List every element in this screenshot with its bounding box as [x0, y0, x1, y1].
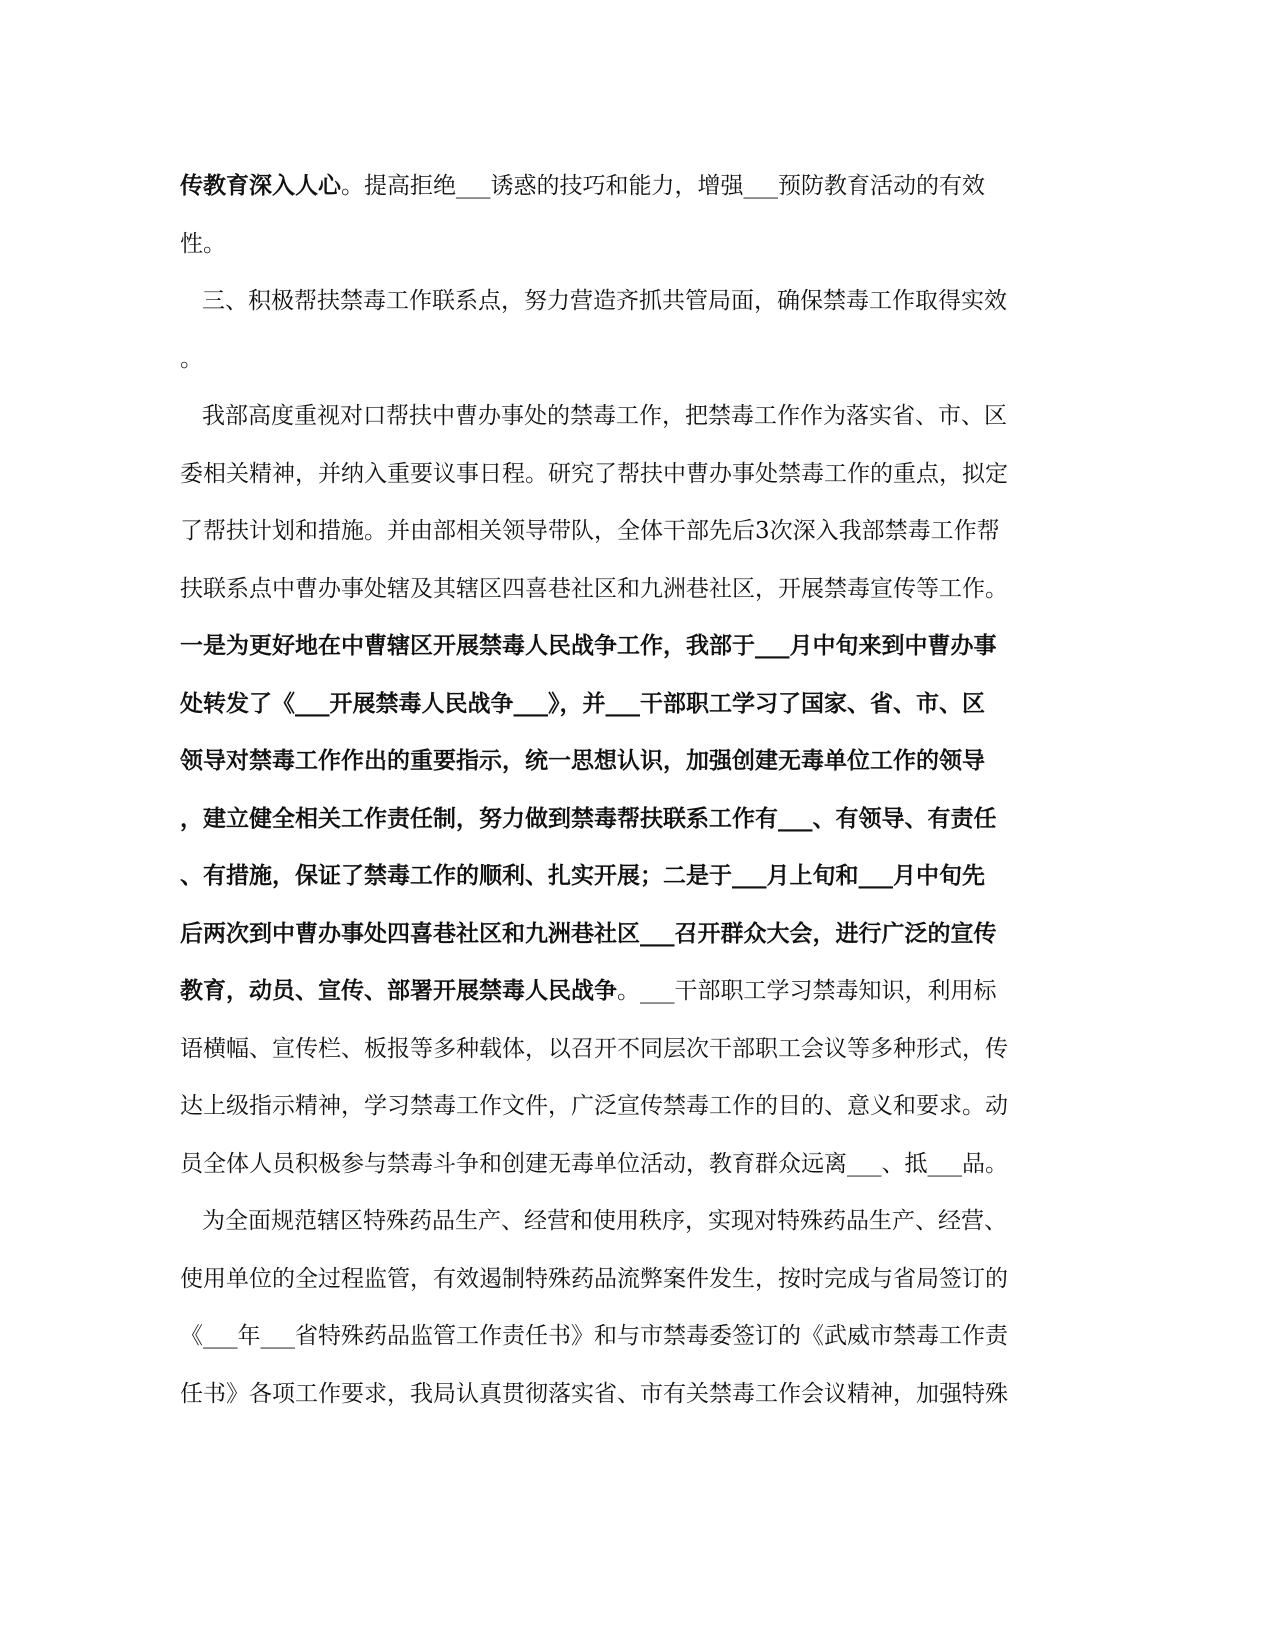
text-line: [180, 331, 1040, 389]
text-line: [180, 158, 1040, 216]
text-segment: 。: [180, 345, 203, 372]
text-segment: 。___干部职工学习禁毒知识，利用标: [617, 978, 997, 1004]
bold-text-segment: 教育，动员、宣传、部署开展禁毒人民战争: [180, 978, 617, 1004]
text-segment: 使用单位的全过程监管，有效遏制特殊药品流弊案件发生，按时完成与省局签订的: [180, 1265, 1008, 1292]
text-line: [180, 1078, 1040, 1136]
text-line: [180, 618, 1040, 676]
text-line: [180, 1136, 1040, 1194]
text-line: [180, 1366, 1040, 1424]
bold-text-segment: 、有措施，保证了禁毒工作的顺利、扎实开展；二是于___月上旬和___月中旬先: [180, 863, 985, 889]
text-line: [180, 503, 1040, 561]
text-line: [180, 963, 1040, 1021]
text-line: [180, 906, 1040, 964]
text-segment: 委相关精神，并纳入重要议事日程。研究了帮扶中曹办事处禁毒工作的重点，拟定: [180, 460, 1008, 487]
text-line: [180, 216, 1040, 274]
text-line: [180, 1021, 1040, 1079]
text-segment: 达上级指示精神，学习禁毒工作文件，广泛宣传禁毒工作的目的、意义和要求。动: [180, 1093, 1008, 1119]
text-line: [180, 733, 1040, 791]
text-line: [180, 1193, 1040, 1251]
text-segment: 为全面规范辖区特殊药品生产、经营和使用秩序，实现对特殊药品生产、经营、: [202, 1208, 1007, 1234]
bold-text-segment: 传教育深入人心: [180, 173, 341, 199]
text-segment: 扶联系点中曹办事处辖及其辖区四喜巷社区和九洲巷社区，开展禁毒宣传等工作。: [180, 575, 1008, 602]
text-segment: 《___年___省特殊药品监管工作责任书》和与市禁毒委签订的《武威市禁毒工作责: [180, 1323, 1008, 1349]
document-body: [180, 158, 1040, 1423]
text-segment: 了帮扶计划和措施。并由部相关领导带队，全体干部先后3次深入我部禁毒工作帮: [180, 518, 1000, 544]
text-segment: 性。: [180, 230, 226, 257]
text-segment: 员全体人员积极参与禁毒斗争和创建无毒单位活动，教育群众远离___、抵___品。: [180, 1150, 1008, 1177]
text-line: [180, 1308, 1040, 1366]
text-line: [180, 676, 1040, 734]
text-line: [180, 388, 1040, 446]
bold-text-segment: 一是为更好地在中曹辖区开展禁毒人民战争工作，我部于___月中旬来到中曹办事: [180, 633, 997, 659]
text-segment: 任书》各项工作要求，我局认真贯彻落实省、市有关禁毒工作会议精神，加强特殊: [180, 1380, 1008, 1407]
text-segment: 语横幅、宣传栏、板报等多种载体，以召开不同层次干部职工会议等多种形式，传: [180, 1035, 1008, 1062]
text-segment: 三、积极帮扶禁毒工作联系点，努力营造齐抓共管局面，确保禁毒工作取得实效: [202, 288, 1007, 314]
text-segment: 我部高度重视对口帮扶中曹办事处的禁毒工作，把禁毒工作作为落实省、市、区: [202, 403, 1007, 429]
text-segment: 。提高拒绝___诱惑的技巧和能力，增强___预防教育活动的有效: [341, 173, 985, 199]
bold-text-segment: 处转发了《___开展禁毒人民战争___》，并___干部职工学习了国家、省、市、区: [180, 690, 985, 717]
bold-text-segment: 后两次到中曹办事处四喜巷社区和九洲巷社区___召开群众大会，进行广泛的宣传: [180, 920, 997, 947]
text-line: [180, 273, 1040, 331]
text-line: [180, 1251, 1040, 1309]
text-line: [180, 791, 1040, 849]
bold-text-segment: 领导对禁毒工作作出的重要指示，统一思想认识，加强创建无毒单位工作的领导: [180, 748, 985, 774]
text-line: [180, 446, 1040, 504]
text-line: [180, 561, 1040, 619]
text-line: [180, 848, 1040, 906]
bold-text-segment: ，建立健全相关工作责任制，努力做到禁毒帮扶联系工作有___、有领导、有责任: [180, 805, 997, 832]
